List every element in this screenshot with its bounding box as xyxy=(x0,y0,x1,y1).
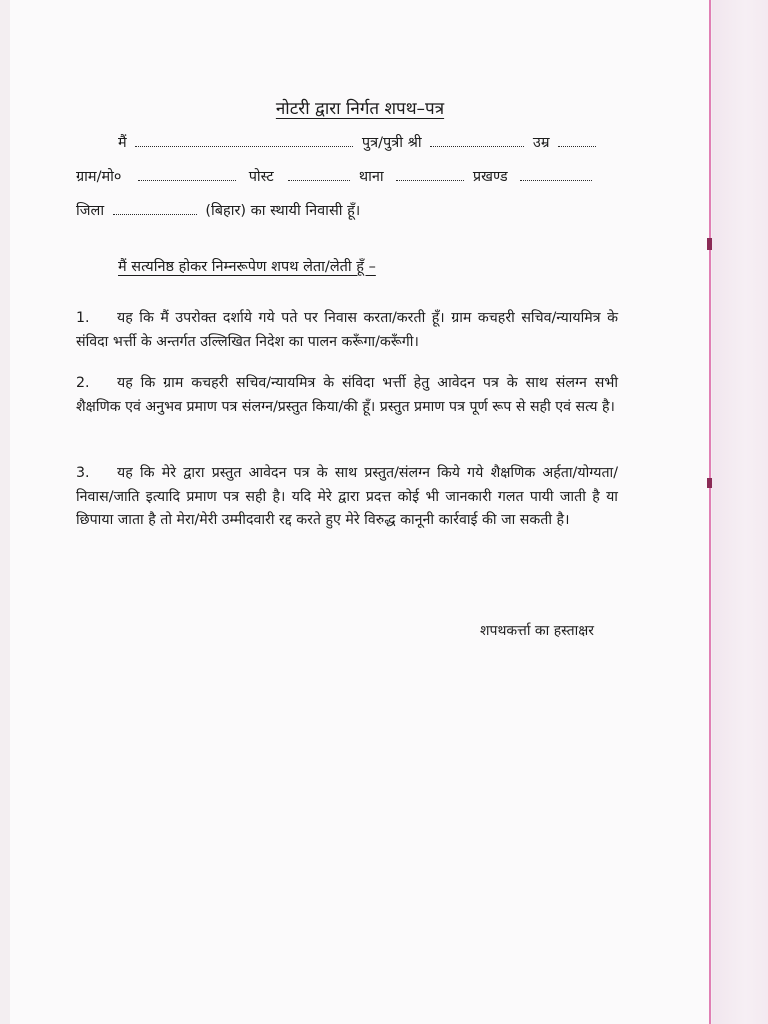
signature-label: शपथकर्त्ता का हस्ताक्षर xyxy=(480,623,594,639)
paragraph-number: 2. xyxy=(76,375,90,391)
document-title-text: नोटरी द्वारा निर्गत शपथ–पत्र xyxy=(275,99,445,119)
paragraph-3 xyxy=(76,462,618,533)
page-edge-line xyxy=(709,0,711,1024)
paragraph-text: यह कि ग्राम कचहरी सचिव/न्यायमित्र के संविदा भर्त्ती हेतु आवेदन पत्र के साथ संलग्न सभी शैक्षणिक एवं अनुभव प्रमाण पत्र संलग्न/प्रस्तुत किया/की हूँ। प्रस्तुत प्रमाण पत्र पूर्ण रूप से सही एवं सत्य है। xyxy=(76,375,618,415)
blank-post xyxy=(288,170,350,181)
form-line-name xyxy=(118,132,600,152)
label-main: मैं xyxy=(118,135,127,151)
label-post: पोस्ट xyxy=(248,169,274,185)
edge-mark xyxy=(707,238,712,250)
blank-name xyxy=(135,136,353,147)
label-police-station: थाना xyxy=(358,169,384,185)
blank-age xyxy=(558,136,596,147)
document-title xyxy=(0,96,720,119)
label-resident: (बिहार) का स्थायी निवासी हूँ। xyxy=(205,203,361,219)
label-village: ग्राम/मो० xyxy=(76,169,122,185)
paragraph-2 xyxy=(76,372,618,419)
oath-statement: मैं सत्यनिष्ठ होकर निम्नरूपेण शपथ लेता/लेती हूँ – xyxy=(118,259,376,275)
blank-village xyxy=(138,170,236,181)
blank-district xyxy=(113,204,197,215)
blank-father-name xyxy=(430,136,524,147)
paragraph-text: यह कि मेरे द्वारा प्रस्तुत आवेदन पत्र के साथ प्रस्तुत/संलग्न किये गये शैक्षणिक अर्हता/योग्यता/निवास/जाति इत्यादि प्रमाण पत्र सही है। यदि मेरे द्वारा प्रदत्त कोई भी जानकारी गलत पायी जाती है या छिपाया जाता है तो मेरा/मेरी उम्मीदवारी रद्द करते हुए मेरे विरुद्ध कानूनी कार्रवाई की जा सकती है। xyxy=(76,465,618,528)
paragraph-1 xyxy=(76,307,618,354)
page-edge xyxy=(712,0,768,1024)
paragraph-number: 1. xyxy=(76,310,90,326)
blank-block xyxy=(520,170,592,181)
paragraph-text: यह कि मैं उपरोक्त दर्शाये गये पते पर निवास करता/करती हूँ। ग्राम कचहरी सचिव/न्यायमित्र के संविदा भर्त्ती के अन्तर्गत उल्लिखित निदेश का पालन करूँगा/करूँगी। xyxy=(76,310,618,350)
label-district: जिला xyxy=(76,203,105,219)
label-block: प्रखण्ड xyxy=(472,169,508,185)
blank-police-station xyxy=(396,170,464,181)
form-line-district xyxy=(76,200,360,220)
label-age: उम्र xyxy=(532,135,550,151)
form-line-address xyxy=(76,166,596,186)
label-son-daughter: पुत्र/पुत्री श्री xyxy=(361,135,422,151)
edge-mark xyxy=(707,478,712,488)
paragraph-number: 3. xyxy=(76,465,90,481)
